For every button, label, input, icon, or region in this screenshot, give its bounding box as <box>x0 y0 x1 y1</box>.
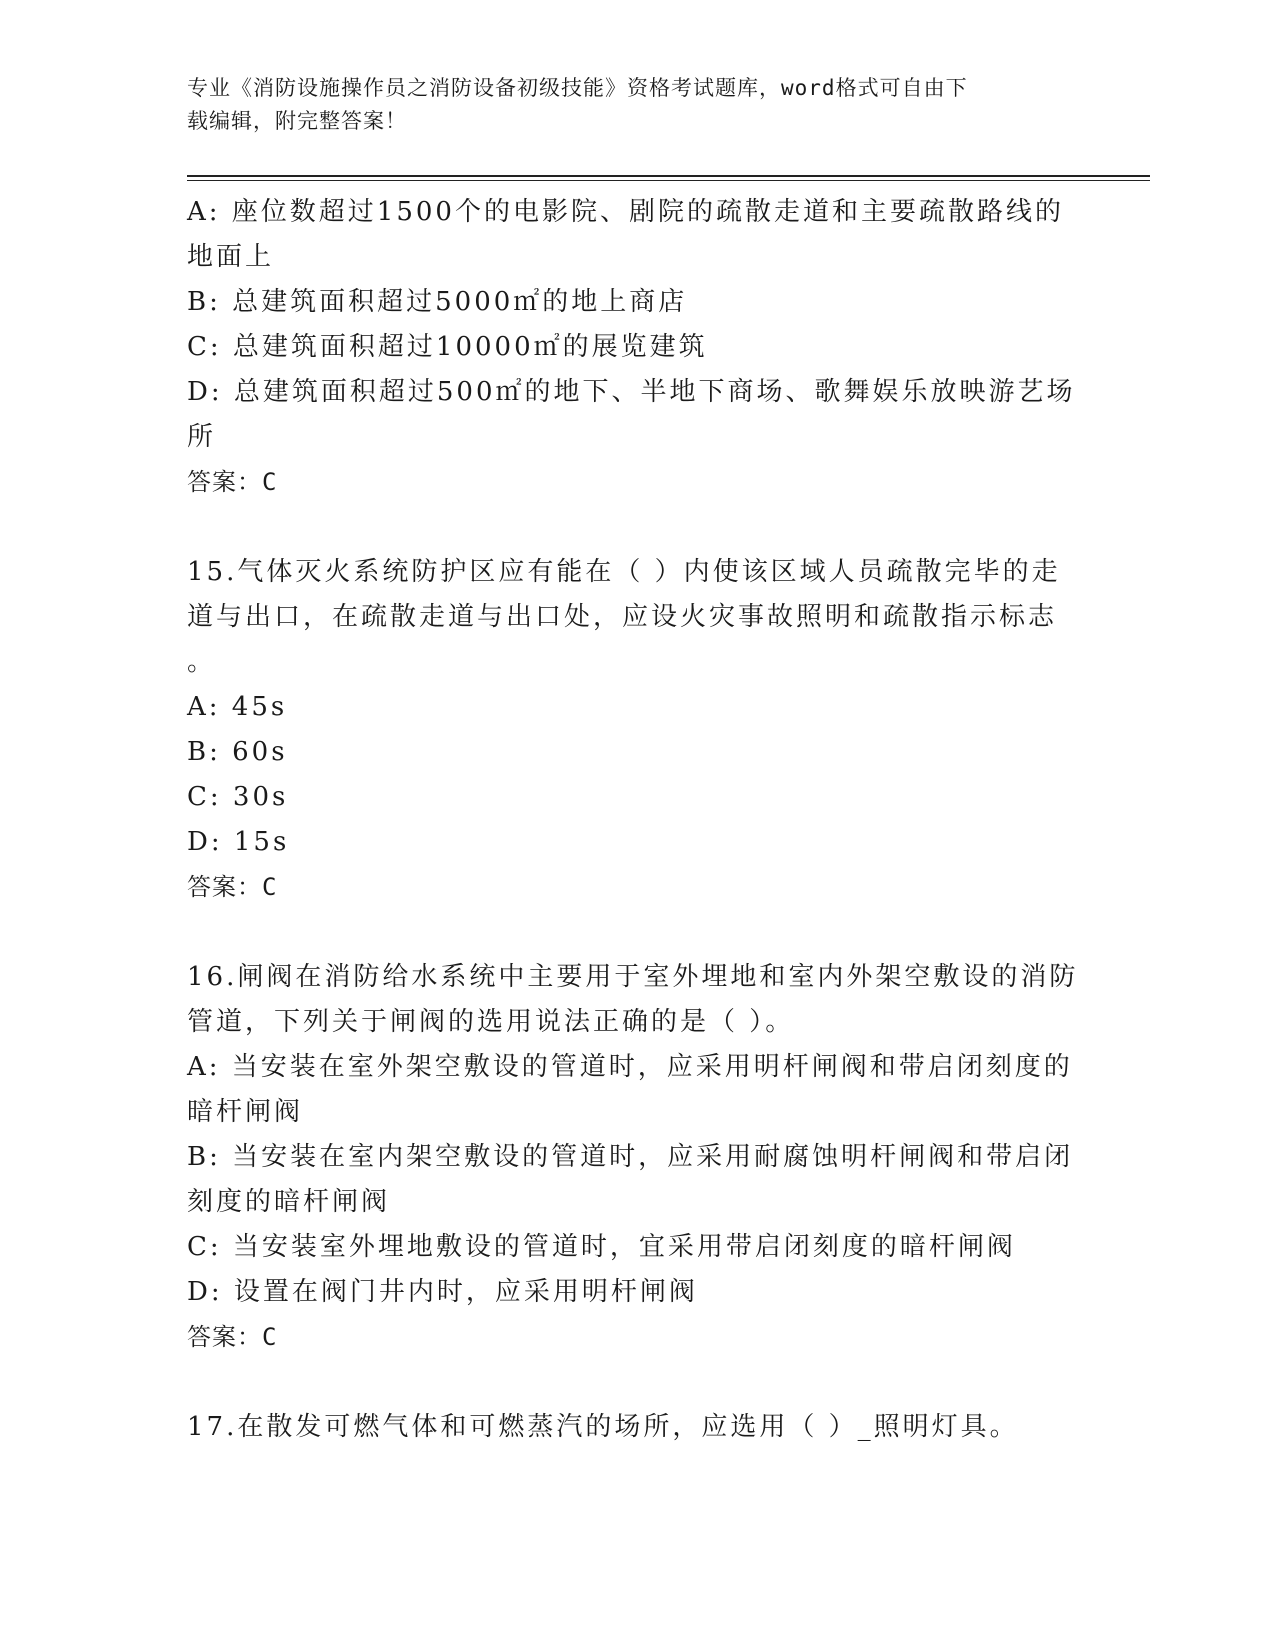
spacer <box>187 1360 1067 1405</box>
document-header <box>187 72 1067 138</box>
header-line-2: 载编辑，附完整答案！ <box>187 109 407 133</box>
spacer <box>187 910 1067 955</box>
header-rule-thick <box>187 175 1150 177</box>
option-b-line-1: B: 当安装在室内架空敷设的管道时，应采用耐腐蚀明杆闸阀和带启闭 <box>187 1142 1074 1172</box>
option-d-line-1: D: 总建筑面积超过500㎡的地下、半地下商场、歌舞娱乐放映游艺场 <box>187 377 1076 407</box>
answer-line: 答案：C <box>187 873 278 901</box>
question-stem-line-1: 16.闸阀在消防给水系统中主要用于室外埋地和室内外架空敷设的消防 <box>187 962 1079 992</box>
option-a-line-2: 地面上 <box>187 242 275 272</box>
option-a-line-1: A: 座位数超过1500个的电影院、剧院的疏散走道和主要疏散路线的 <box>187 197 1064 227</box>
spacer <box>187 505 1067 550</box>
question-15 <box>187 550 1067 910</box>
question-14-options <box>187 190 1076 505</box>
option-a-line-1: A: 当安装在室外架空敷设的管道时，应采用明杆闸阀和带启闭刻度的 <box>187 1052 1073 1082</box>
question-stem-line-3: 。 <box>187 647 217 677</box>
question-stem-line-1: 17.在散发可燃气体和可燃蒸汽的场所，应选用（ ）_照明灯具。 <box>187 1412 1019 1442</box>
question-stem-line-2: 管道，下列关于闸阀的选用说法正确的是（ ）。 <box>187 1007 795 1037</box>
question-content <box>187 190 1079 1450</box>
answer-line: 答案：C <box>187 468 278 496</box>
question-stem-line-2: 道与出口，在疏散走道与出口处，应设火灾事故照明和疏散指示标志 <box>187 602 1058 632</box>
option-c: C: 30s <box>187 782 289 812</box>
answer-line: 答案：C <box>187 1323 278 1351</box>
header-line-1: 专业《消防设施操作员之消防设备初级技能》资格考试题库，word格式可自由下 <box>187 76 968 100</box>
option-c: C: 当安装室外埋地敷设的管道时，宜采用带启闭刻度的暗杆闸阀 <box>187 1232 1016 1262</box>
option-d-line-2: 所 <box>187 422 217 452</box>
option-a-line-2: 暗杆闸阀 <box>187 1097 304 1127</box>
question-16 <box>187 955 1079 1360</box>
question-stem-line-1: 15.气体灭火系统防护区应有能在（ ）内使该区域人员疏散完毕的走 <box>187 557 1061 587</box>
option-d: D: 15s <box>187 827 290 857</box>
option-a: A: 45s <box>187 692 288 722</box>
header-rule-thin <box>187 180 1150 181</box>
option-b: B: 60s <box>187 737 288 767</box>
option-b: B: 总建筑面积超过5000㎡的地上商店 <box>187 287 688 317</box>
question-17 <box>187 1405 1067 1450</box>
option-d: D: 设置在阀门井内时，应采用明杆闸阀 <box>187 1277 698 1307</box>
option-b-line-2: 刻度的暗杆闸阀 <box>187 1187 391 1217</box>
option-c: C: 总建筑面积超过10000㎡的展览建筑 <box>187 332 708 362</box>
